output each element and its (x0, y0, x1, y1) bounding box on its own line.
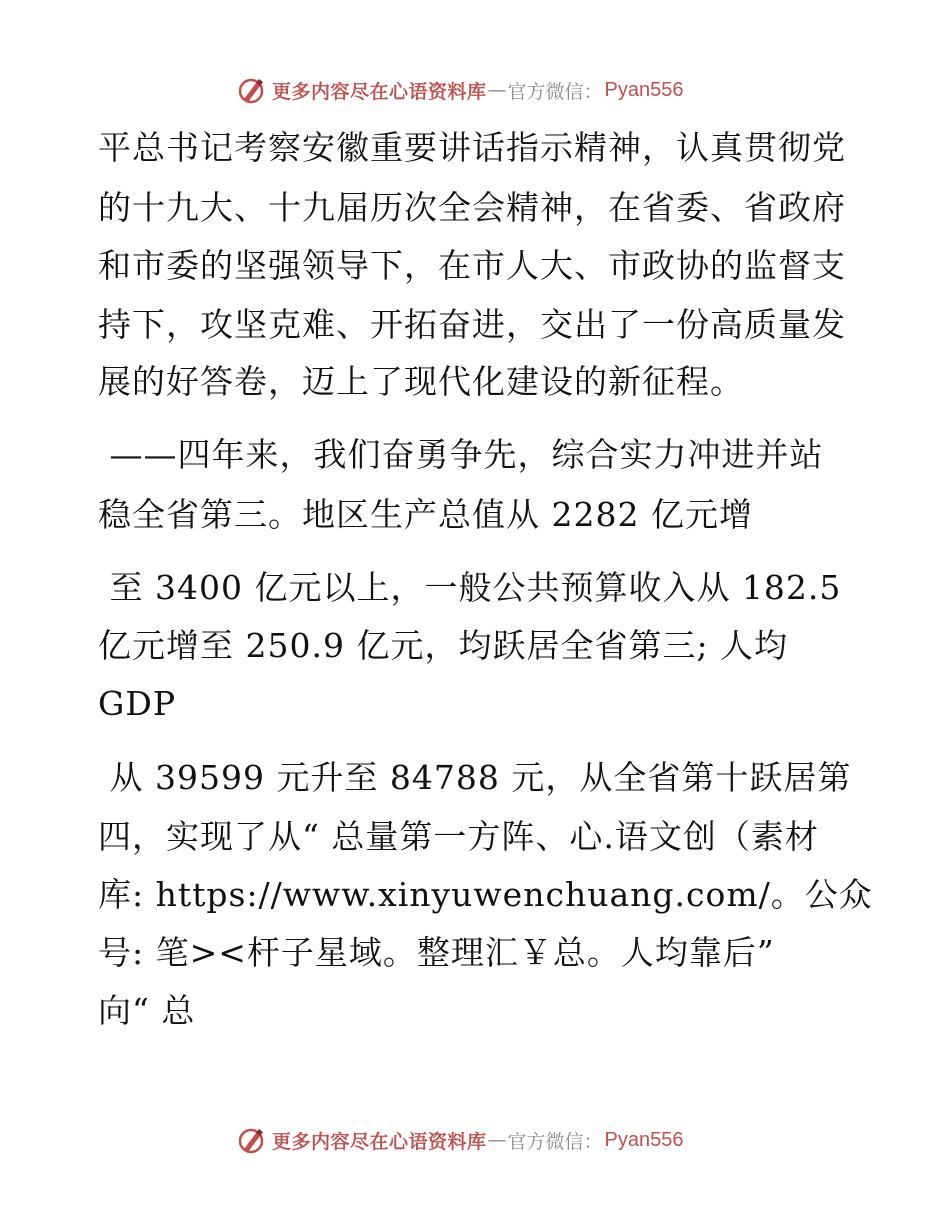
header-official-label: 官方微信： (507, 80, 603, 103)
pen-logo-icon (236, 1125, 266, 1155)
footer-dash: — (487, 1129, 507, 1151)
footer-wechat-id: Pyan556 (604, 1128, 684, 1151)
body-line: 的十九大、十九届历次全会精神，在省委、省政府 (98, 188, 846, 227)
body-line: 和市委的坚强领导下，在市人大、市政协的监督支 (98, 246, 846, 285)
header-banner-content (236, 74, 684, 106)
footer-banner-content (236, 1124, 684, 1156)
body-line: 四，实现了从“ 总量第一方阵、心.语文创（素材 (98, 817, 819, 856)
pen-logo-icon (236, 75, 266, 105)
body-line: 至 3400 亿元以上，一般公共预算收入从 182.5 (98, 568, 842, 607)
body-line: 展的好答卷，迈上了现代化建设的新征程。 (98, 362, 744, 401)
header-brand-text: 更多内容尽在心语资料库 (272, 80, 487, 103)
body-line: 亿元增至 250.9 亿元，均跃居全省第三; 人均 (98, 626, 789, 665)
header-banner (0, 70, 950, 110)
footer-banner (0, 1120, 950, 1160)
body-line: 从 39599 元升至 84788 元，从全省第十跃居第 (98, 758, 852, 797)
footer-brand-text: 更多内容尽在心语资料库 (272, 1130, 487, 1153)
body-line: 稳全省第三。地区生产总值从 2282 亿元增 (98, 495, 753, 534)
header-dash: — (487, 79, 507, 101)
header-wechat-id: Pyan556 (604, 78, 684, 101)
body-line: 向“ 总 (98, 991, 196, 1030)
body-line: 持下，攻坚克难、开拓奋进，交出了一份高质量发 (98, 305, 846, 344)
footer-official-label: 官方微信： (507, 1130, 603, 1153)
body-line: GDP (98, 684, 177, 723)
body-line: 号: 笔><杆子星域。整理汇￥总。人均靠后” (98, 933, 775, 972)
body-line: 库: https://www.xinyuwenchuang.com/。公众 (98, 875, 873, 914)
body-line: ——四年来，我们奋勇争先，综合实力冲进并站 (98, 435, 824, 474)
body-line: 平总书记考察安徽重要讲话指示精神，认真贯彻党 (98, 128, 846, 167)
